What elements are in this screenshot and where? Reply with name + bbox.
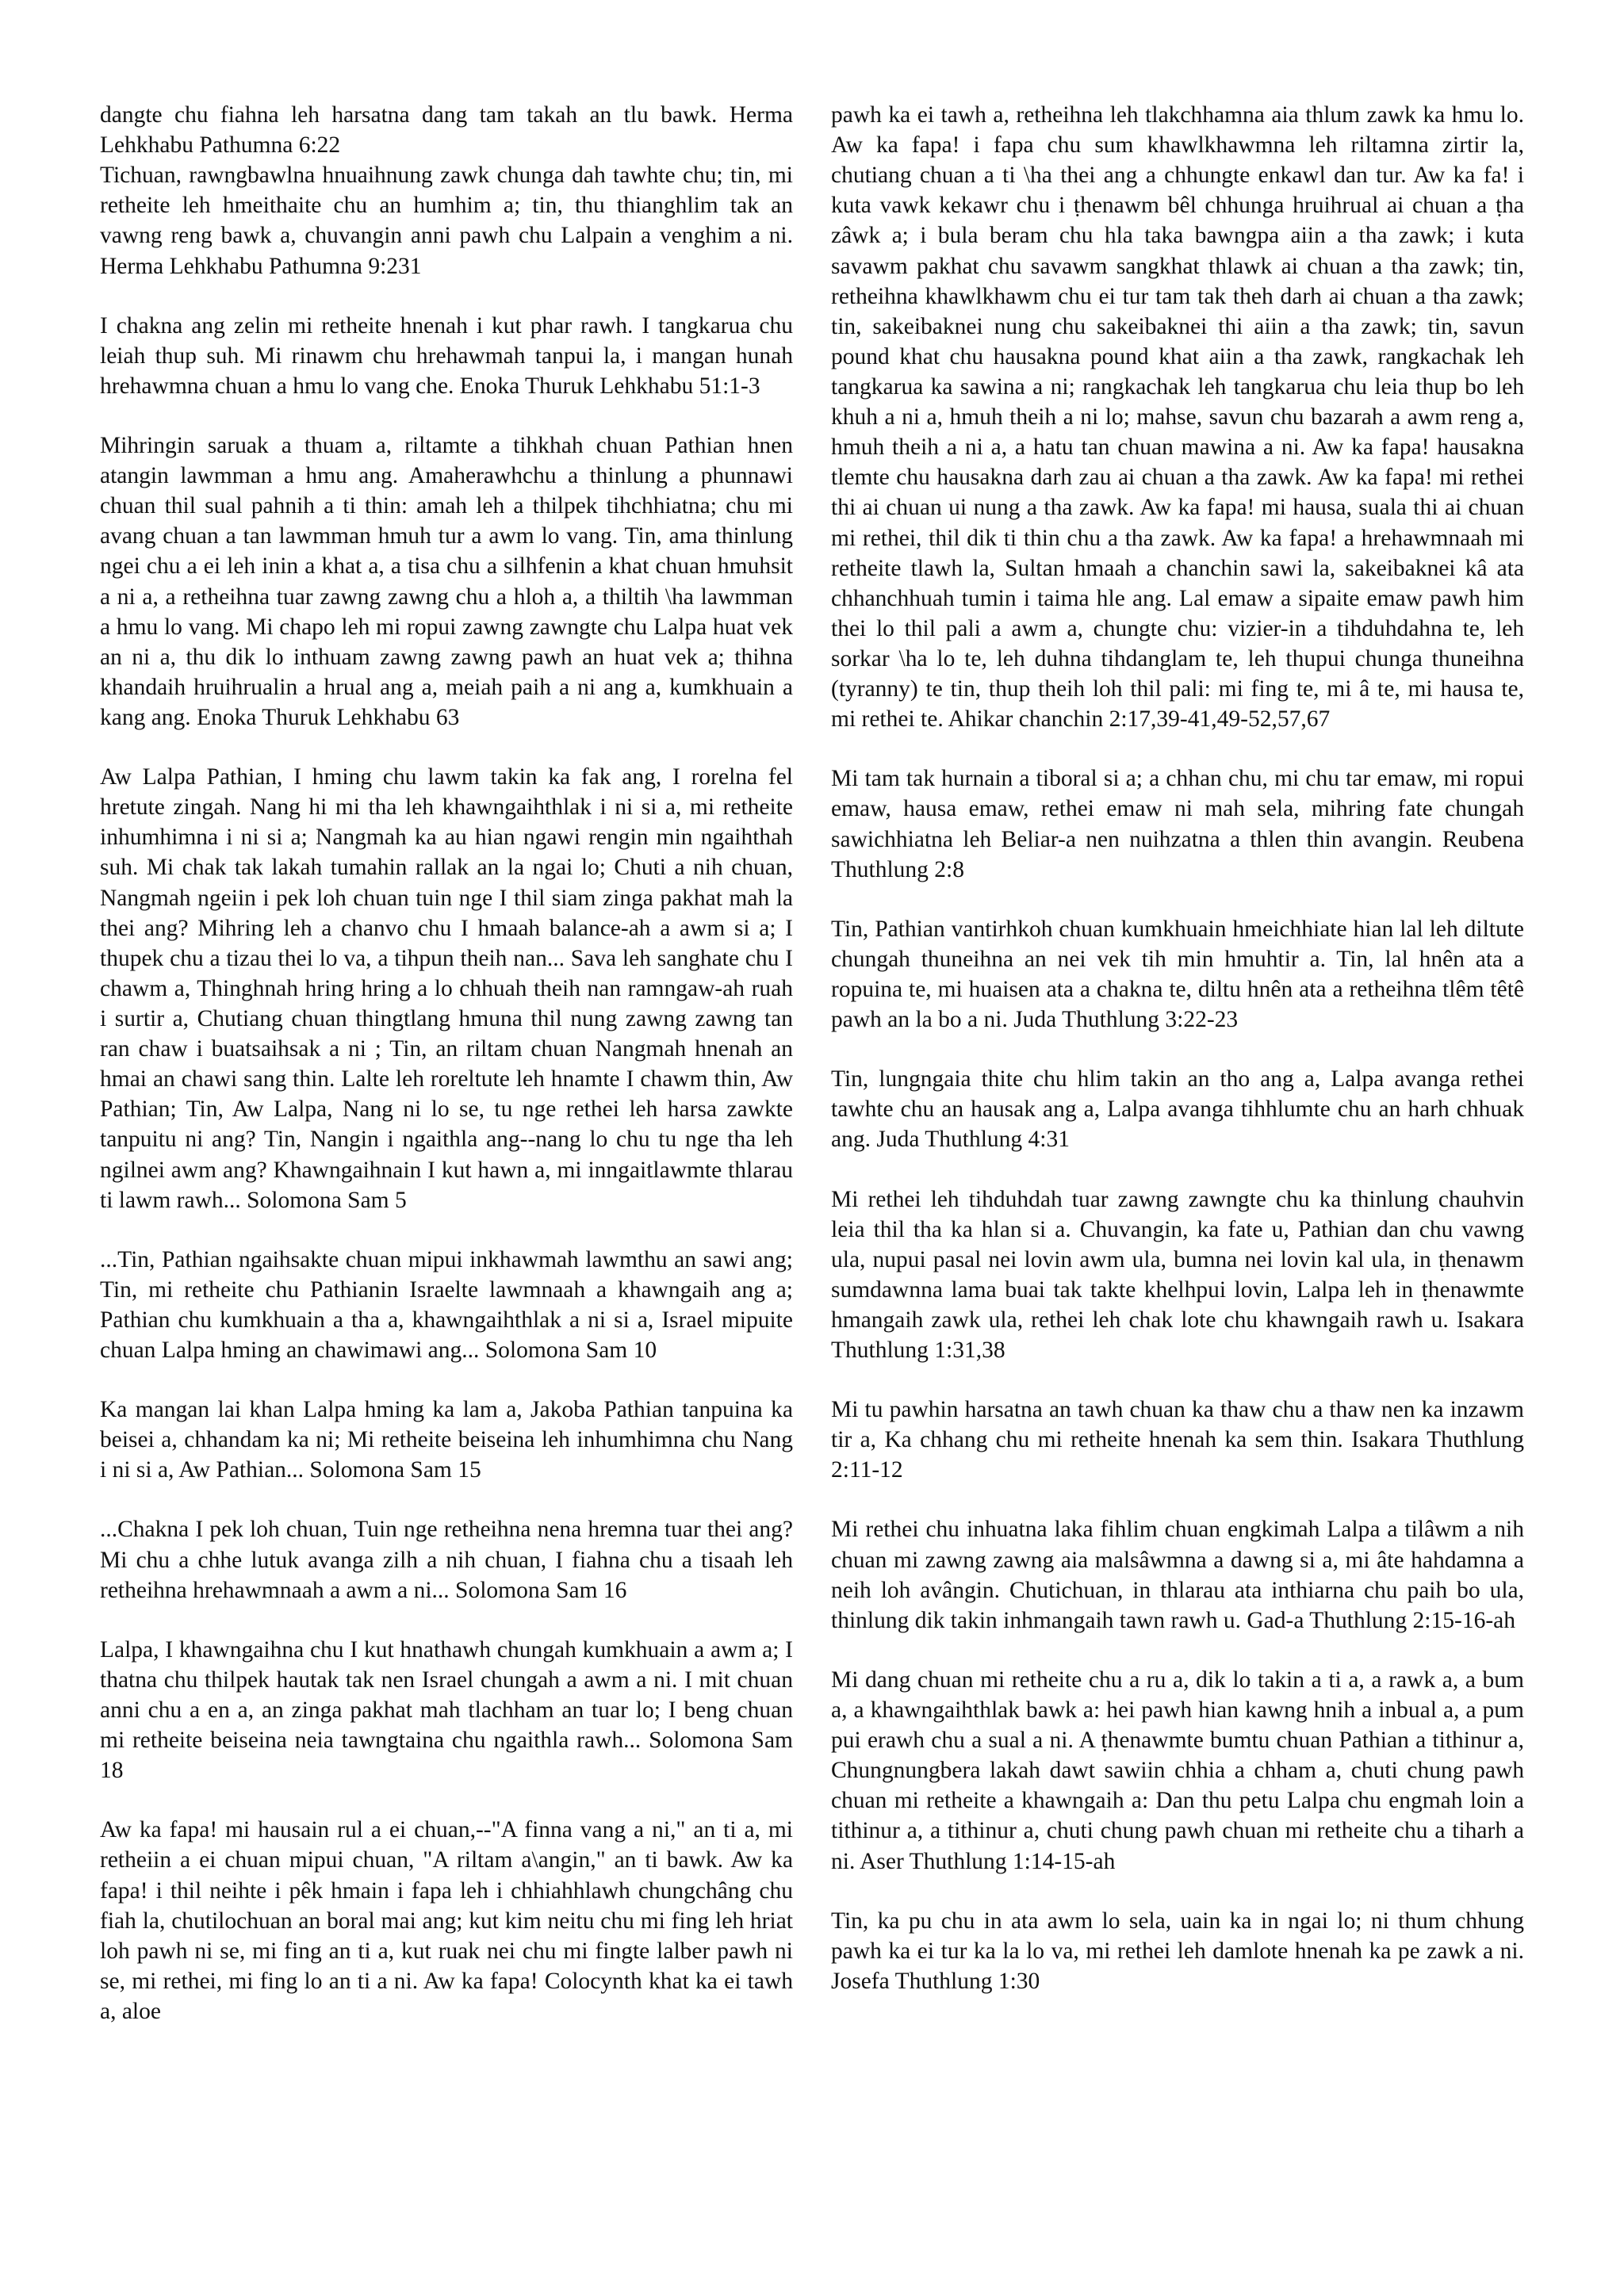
paragraph: Aw Lalpa Pathian, I hming chu lawm takin ka fak ang, I rorelna fel hretute zingah. Nang hi mi tha leh khawngaihthlak i ni si a, mi retheite inhumhimna i ni si a; Nangmah ka au hian ngawi rengin min ngaihthah suh. Mi chak tak lakah tumahin rallak an la ngai lo; Chuti a nih chuan, Nangmah ngeiin i pek loh chuan tuin nge I thil siam zinga pakhat mah la thei ang? Mihring leh a chanvo chu I hmaah balance-ah a awm si a; I thupek chu a tizau thei lo va, a tihpun theih nan... Sava leh sanghate chu I chawm a, Thinghnah hring hring a lo chhuah theih nan ramngaw-ah ruah i surtir a, Chutiang chuan thingtlang hmuna thil nung zawng zawng tan ran chaw i buatsaihsak a ni ; Tin, an riltam chuan Nangmah hnenah an hmai an chawi sang thin. Lalte leh roreltute leh hnamte I chawm thin, Aw Pathian; Tin, Aw Lalpa, Nang ni lo se, tu nge rethei leh harsa zawkte tanpuitu ni ang? Tin, Nangin i ngaithla ang--nang lo chu tu nge tha leh ngilnei awm ang? Khawngaihnain I kut hawn a, mi inngaitlawmte thlarau ti lawm rawh... Solomona Sam 5 [100, 764, 793, 1213]
paragraph: Mi tu pawhin harsatna an tawh chuan ka thaw chu a thaw nen ka inzawm tir a, Ka chhang chu mi retheite hnenah ka sem thin. Isakara Thuthlung 2:11-12 [831, 1397, 1524, 1483]
paragraph: Mi tam tak hurnain a tiboral si a; a chhan chu, mi chu tar emaw, mi ropui emaw, hausa emaw, rethei emaw ni mah sela, mihring fate chungah sawichhiatna leh Beliar-a nen nuihzatna a thlen thin avangin. Reubena Thuthlung 2:8 [831, 766, 1524, 882]
paragraph: dangte chu fiahna leh harsatna dang tam takah an tlu bawk. Herma Lehkhabu Pathumna 6:22 [100, 102, 793, 159]
paragraph: Tin, lungngaia thite chu hlim takin an tho ang a, Lalpa avanga rethei tawhte chu an hausak ang a, Lalpa avanga tihhlumte chu an harh chhuak ang. Juda Thuthlung 4:31 [831, 1066, 1524, 1153]
document-page [100, 100, 1524, 2241]
paragraph: ...Chakna I pek loh chuan, Tuin nge retheihna nena hremna tuar thei ang? Mi chu a chhe lutuk avanga zilh a nih chuan, I fiahna chu a tisaah leh retheihna hrehawmnaah a awm a ni... Solomona Sam 16 [100, 1517, 793, 1603]
paragraph: Aw ka fapa! mi hausain rul a ei chuan,--"A finna vang a ni," an ti a, mi retheiin a ei chuan mipui chuan, "A riltam a\angin," an ti bawk. Aw ka fapa! i thil neihte i pêk hmain i fapa leh i chhiahhlawh chungchâng chu fiah la, chutilochuan an boral mai ang; kut kim neitu chu mi fing leh hriat loh pawh ni se, mi fing an ti a, kut ruak nei chu mi fingte lalber pawh ni se, mi rethei, mi fing lo an ti a ni. Aw ka fapa! Colocynth khat ka ei tawh a, aloe [100, 1817, 793, 2025]
paragraph: Tichuan, rawngbawlna hnuaihnung zawk chunga dah tawhte chu; tin, mi retheite leh hmeithaite chu an humhim a; tin, thu thianghlim tak an vawng reng bawk a, chuvangin anni pawh chu Lalpain a venghim a ni. Herma Lehkhabu Pathumna 9:231 [100, 163, 793, 279]
paragraph: Lalpa, I khawngaihna chu I kut hnathawh chungah kumkhuain a awm a; I thatna chu thilpek hautak tak nen Israel chungah a awm a ni. I mit chuan anni chu a en a, an zinga pakhat mah tlachham an tuar lo; I beng chuan mi retheite beiseina neia tawngtaina chu ngaithla rawh... Solomona Sam 18 [100, 1636, 793, 1784]
paragraph: Mi rethei leh tihduhdah tuar zawng zawngte chu ka thinlung chauhvin leia thil tha ka hlan si a. Chuvangin, ka fate u, Pathian dan chu vawng ula, nupui pasal nei lovin awm ula, bumna nei lovin kal ula, in ṭhenawm sumdawnna lama buai tak takte khelhpui lovin, Lalpa leh in ṭhenawmte hmangaih zawk ula, rethei leh chak lote chu khawngaih rawh u. Isakara Thuthlung 1:31,38 [831, 1186, 1524, 1364]
paragraph: Tin, Pathian vantirhkoh chuan kumkhuain hmeichhiate hian lal leh diltute chungah thuneihna an nei vek tih min hmuhtir a. Tin, lal hnên ata a ropuina te, mi huaisen ata a chakna te, diltu hnên ata a retheihna tlêm têtê pawh an la bo a ni. Juda Thuthlung 3:22-23 [831, 916, 1524, 1033]
paragraph: Mi rethei chu inhuatna laka fihlim chuan engkimah Lalpa a tilâwm a nih chuan mi zawng zawng aia malsâwmna a dawng si a, mi âte hahdamna a neih loh avângin. Chutichuan, in thlarau ata inthiarna chu paih bo ula, thinlung dik takin inhmangaih tawn rawh u. Gad-a Thuthlung 2:15-16-ah [831, 1517, 1524, 1633]
paragraph: Mi dang chuan mi retheite chu a ru a, dik lo takin a ti a, a rawk a, a bum a, a khawngaihthlak bawk a: hei pawh hian kawng hnih a inbual a, a pum pui erawh chu a sual a ni. A ṭhenawmte bumtu chuan Pathian a tithinur a, Chungnungbera lakah dawt sawiin chhia a chham a, chuti chung pawh chuan mi retheite a khawngaih a: Dan thu petu Lalpa chu engmah loin a tithinur a, a tithinur a, chuti chung pawh chuan mi retheite chu a tiharh a ni. Aser Thuthlung 1:14-15-ah [831, 1667, 1524, 1874]
paragraph: ...Tin, Pathian ngaihsakte chuan mipui inkhawmah lawmthu an sawi ang; Tin, mi retheite chu Pathianin Israelte lawmnaah a khawngaih ang a; Pathian chu kumkhuain a tha a, khawngaihthlak a ni si a, Israel mipuite chuan Lalpa hming an chawimawi ang... Solomona Sam 10 [100, 1246, 793, 1364]
paragraph: I chakna ang zelin mi retheite hnenah i kut phar rawh. I tangkarua chu leiah thup suh. Mi rinawm chu hrehawmah tanpui la, i mangan hunah hrehawmna chuan a hmu lo vang che. Enoka Thuruk Lehkhabu 51:1-3 [100, 312, 793, 399]
left-column [100, 100, 793, 2241]
paragraph: Ka mangan lai khan Lalpa hming ka lam a, Jakoba Pathian tanpuina ka beisei a, chhandam ka ni; Mi retheite beiseina leh inhumhimna chu Nang i ni si a, Aw Pathian... Solomona Sam 15 [100, 1397, 793, 1483]
paragraph: Mihringin saruak a thuam a, riltamte a tihkhah chuan Pathian hnen atangin lawmman a hmu ang. Amaherawhchu a thinlung a phunnawi chuan thil sual pahnih a ti thin: amah leh a thilpek tihchhiatna; chu mi avang chuan a tan lawmman hmuh tur a awm lo vang. Tin, ama thinlung ngei chu a ei leh inin a khat a, a tisa chu a silhfenin a khat chuan hmuhsit a ni a, a retheihna tuar zawng zawng chu a hloh a, a thiltih \ha lawmman a hmu lo vang. Mi chapo leh mi ropui zawng zawngte chu Lalpa huat vek an ni a, thu dik lo inthuam zawng zawng pawh an huat vek a; thihna khandaih hruihrualin a hrual ang a, meiah paih a ni ang a, kumkhuain a kang ang. Enoka Thuruk Lehkhabu 63 [100, 432, 793, 730]
paragraph: Tin, ka pu chu in ata awm lo sela, uain ka in ngai lo; ni thum chhung pawh ka ei tur ka la lo va, mi rethei leh damlote hnenah ka pe zawk a ni. Josefa Thuthlung 1:30 [831, 1908, 1524, 1994]
paragraph: pawh ka ei tawh a, retheihna leh tlakchhamna aia thlum zawk ka hmu lo. Aw ka fapa! i fapa chu sum khawlkhawmna leh riltamna zirtir la, chutiang chuan a ti \ha thei ang a chhungte enkawl dan tur. Aw ka fa! i kuta vawk kekawr chu i ṭhenawm bêl chhunga hruihrual ai chuan a ṭha zâwk a; i bula beram chu hla taka bawngpa aiin a tha zawk; i kuta savawm pakhat chu savawm sangkhat thlawk ai chuan a tha zawk; tin, retheihna khawlkhawm chu ei tur tam tak theh darh ai chuan a tha zawk; tin, sakeibaknei nung chu sakeibaknei thi aiin a tha zawk; tin, savun pound khat chu hausakna pound khat aiin a tha zawk, rangkachak leh tangkarua ka sawina a ni; rangkachak leh tangkarua chu leia thup bo leh khuh a ni a, hmuh theih a ni lo; mahse, savun chu bazarah a awm reng a, hmuh theih a ni a, a hatu tan chuan mawina a ni. Aw ka fapa! hausakna tlemte chu hausakna darh zau ai chuan a tha zawk. Aw ka fapa! mi rethei thi ai chuan ui nung a tha zawk. Aw ka fapa! mi hausa, suala thi ai chuan mi rethei, thil dik ti thin chu a tha zawk. Aw ka fapa! a hrehawmnaah mi retheite tlawh la, Sultan hmaah a chanchin sawi la, sakeibaknei kâ ata chhanchhuah tumin i taima hle ang. Lal emaw a sipaite emaw pawh him thei lo thil pali a awm a, chungte chu: vizier-in a tihduhdahna te, leh sorkar \ha lo te, leh duhna tihdanglam te, leh thupui chunga thuneihna (tyranny) te tin, thup theih loh thil pali: mi fing te, mi â te, mi hausa te, mi rethei te. Ahikar chanchin 2:17,39-41,49-52,57,67 [831, 102, 1524, 733]
right-column [831, 100, 1524, 2241]
